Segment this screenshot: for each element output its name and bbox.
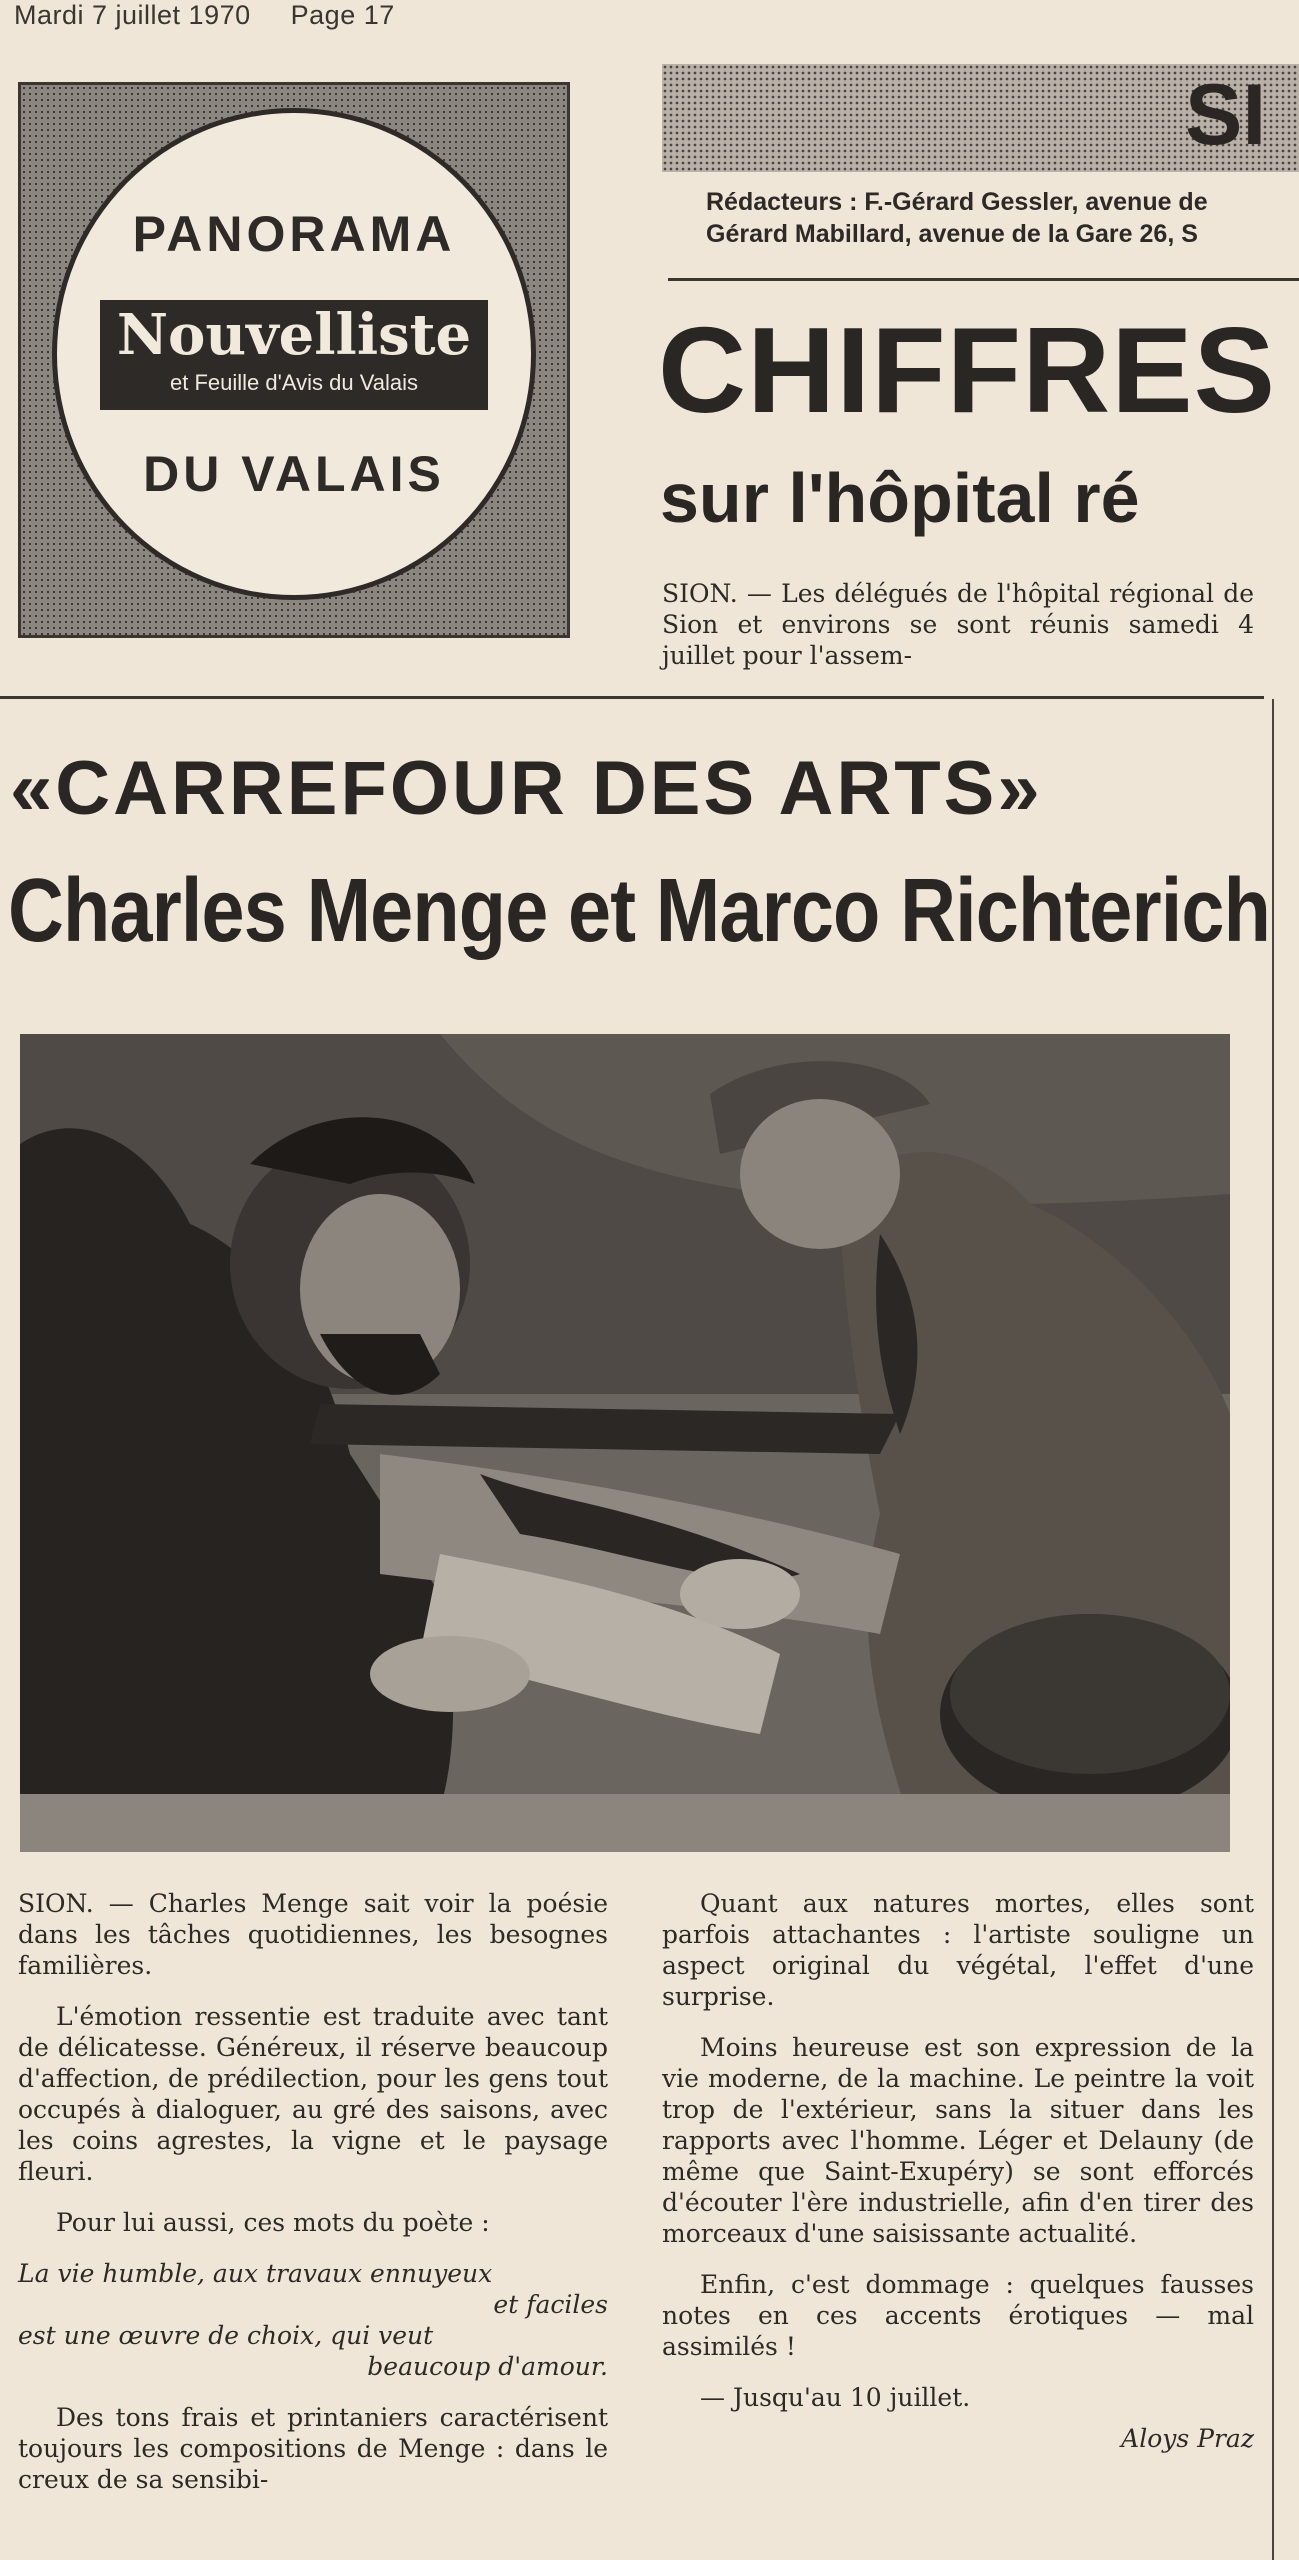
col1-paragraph-1: SION. — Charles Menge sait voir la poésie dans les tâches quotidiennes, les besognes familières.: [18, 1889, 608, 1980]
editors-line-2: Gérard Mabillard, avenue de la Gare 26, S: [706, 220, 1198, 248]
col2-paragraph-1: Quant aux natures mortes, elles sont parfois attachantes : l'artiste souligne un aspect original du végétal, l'effet d'une surprise.: [662, 1889, 1254, 2011]
logo-nouvelliste: Nouvelliste: [116, 302, 472, 368]
page-number: Page 17: [290, 0, 395, 30]
photo-illustration: [20, 1034, 1230, 1852]
editors-line-1: Rédacteurs : F.-Gérard Gessler, avenue de: [706, 188, 1208, 216]
logo-panorama: PANORAMA: [132, 206, 456, 262]
editors-line: [706, 186, 1208, 250]
side-article-title: CHIFFRES: [658, 302, 1276, 438]
col2-paragraph-4: — Jusqu'au 10 juillet.: [700, 2383, 971, 2412]
logo-subtitle: et Feuille d'Avis du Valais: [170, 370, 418, 395]
column-rule: [1272, 699, 1274, 2560]
side-article-body: SION. — Les délégués de l'hôpital régional de Sion et environs se sont réunis samedi 4 juillet pour l'assem-: [662, 579, 1254, 670]
poem-line-4: beaucoup d'amour.: [367, 2352, 608, 2381]
poem-quote: [18, 2258, 608, 2382]
col1-paragraph-3: Pour lui aussi, ces mots du poète :: [56, 2208, 490, 2237]
dateline: [14, 0, 395, 31]
logo-du-valais: DU VALAIS: [143, 446, 445, 502]
divider-top: [668, 278, 1299, 281]
col2-paragraph-3: Enfin, c'est dommage : quelques fausses notes en ces accents érotiques — mal assimilés !: [662, 2270, 1254, 2361]
col2-paragraph-2: Moins heureuse est son expression de la vie moderne, de la machine. Le peintre la voit trop de l'extérieur, sans la situer dans les rapports avec l'homme. Léger et Delauny (de même que Saint-Exupéry) se sont efforcés d'écouter l'ère industrielle, afin d'en tirer des morceaux d'une saisissante actualité.: [662, 2033, 1254, 2248]
poem-line-1: La vie humble, aux travaux ennuyeux: [18, 2259, 493, 2288]
col1-paragraph-4: Des tons frais et printaniers caractérisent toujours les compositions de Menge : dans le creux de sa sensibi-: [18, 2403, 608, 2494]
author-signature: Aloys Praz: [1121, 2424, 1254, 2453]
article-kicker: «CARREFOUR DES ARTS»: [10, 746, 1043, 831]
poem-line-3: est une œuvre de choix, qui veut: [18, 2321, 434, 2350]
divider-main: [0, 696, 1264, 699]
date-text: Mardi 7 juillet 1970: [14, 0, 251, 30]
article-column-2: [662, 1888, 1254, 2454]
article-headline: Charles Menge et Marco Richterich: [8, 861, 1270, 961]
col1-paragraph-2: L'émotion ressentie est traduite avec tant de délicatesse. Généreux, il réserve beaucoup d'affection, de prédilection, pour les gens tout occupés à dialoguer, au gré des saisons, avec les coins agrestes, la vigne et le paysage fleuri.: [18, 2002, 608, 2186]
article-photo: [20, 1034, 1230, 1852]
section-letters: SI: [1185, 67, 1267, 163]
article-column-1: [18, 1888, 608, 2515]
side-article-subtitle: sur l'hôpital ré: [660, 459, 1140, 537]
poem-line-2: et faciles: [493, 2290, 608, 2319]
